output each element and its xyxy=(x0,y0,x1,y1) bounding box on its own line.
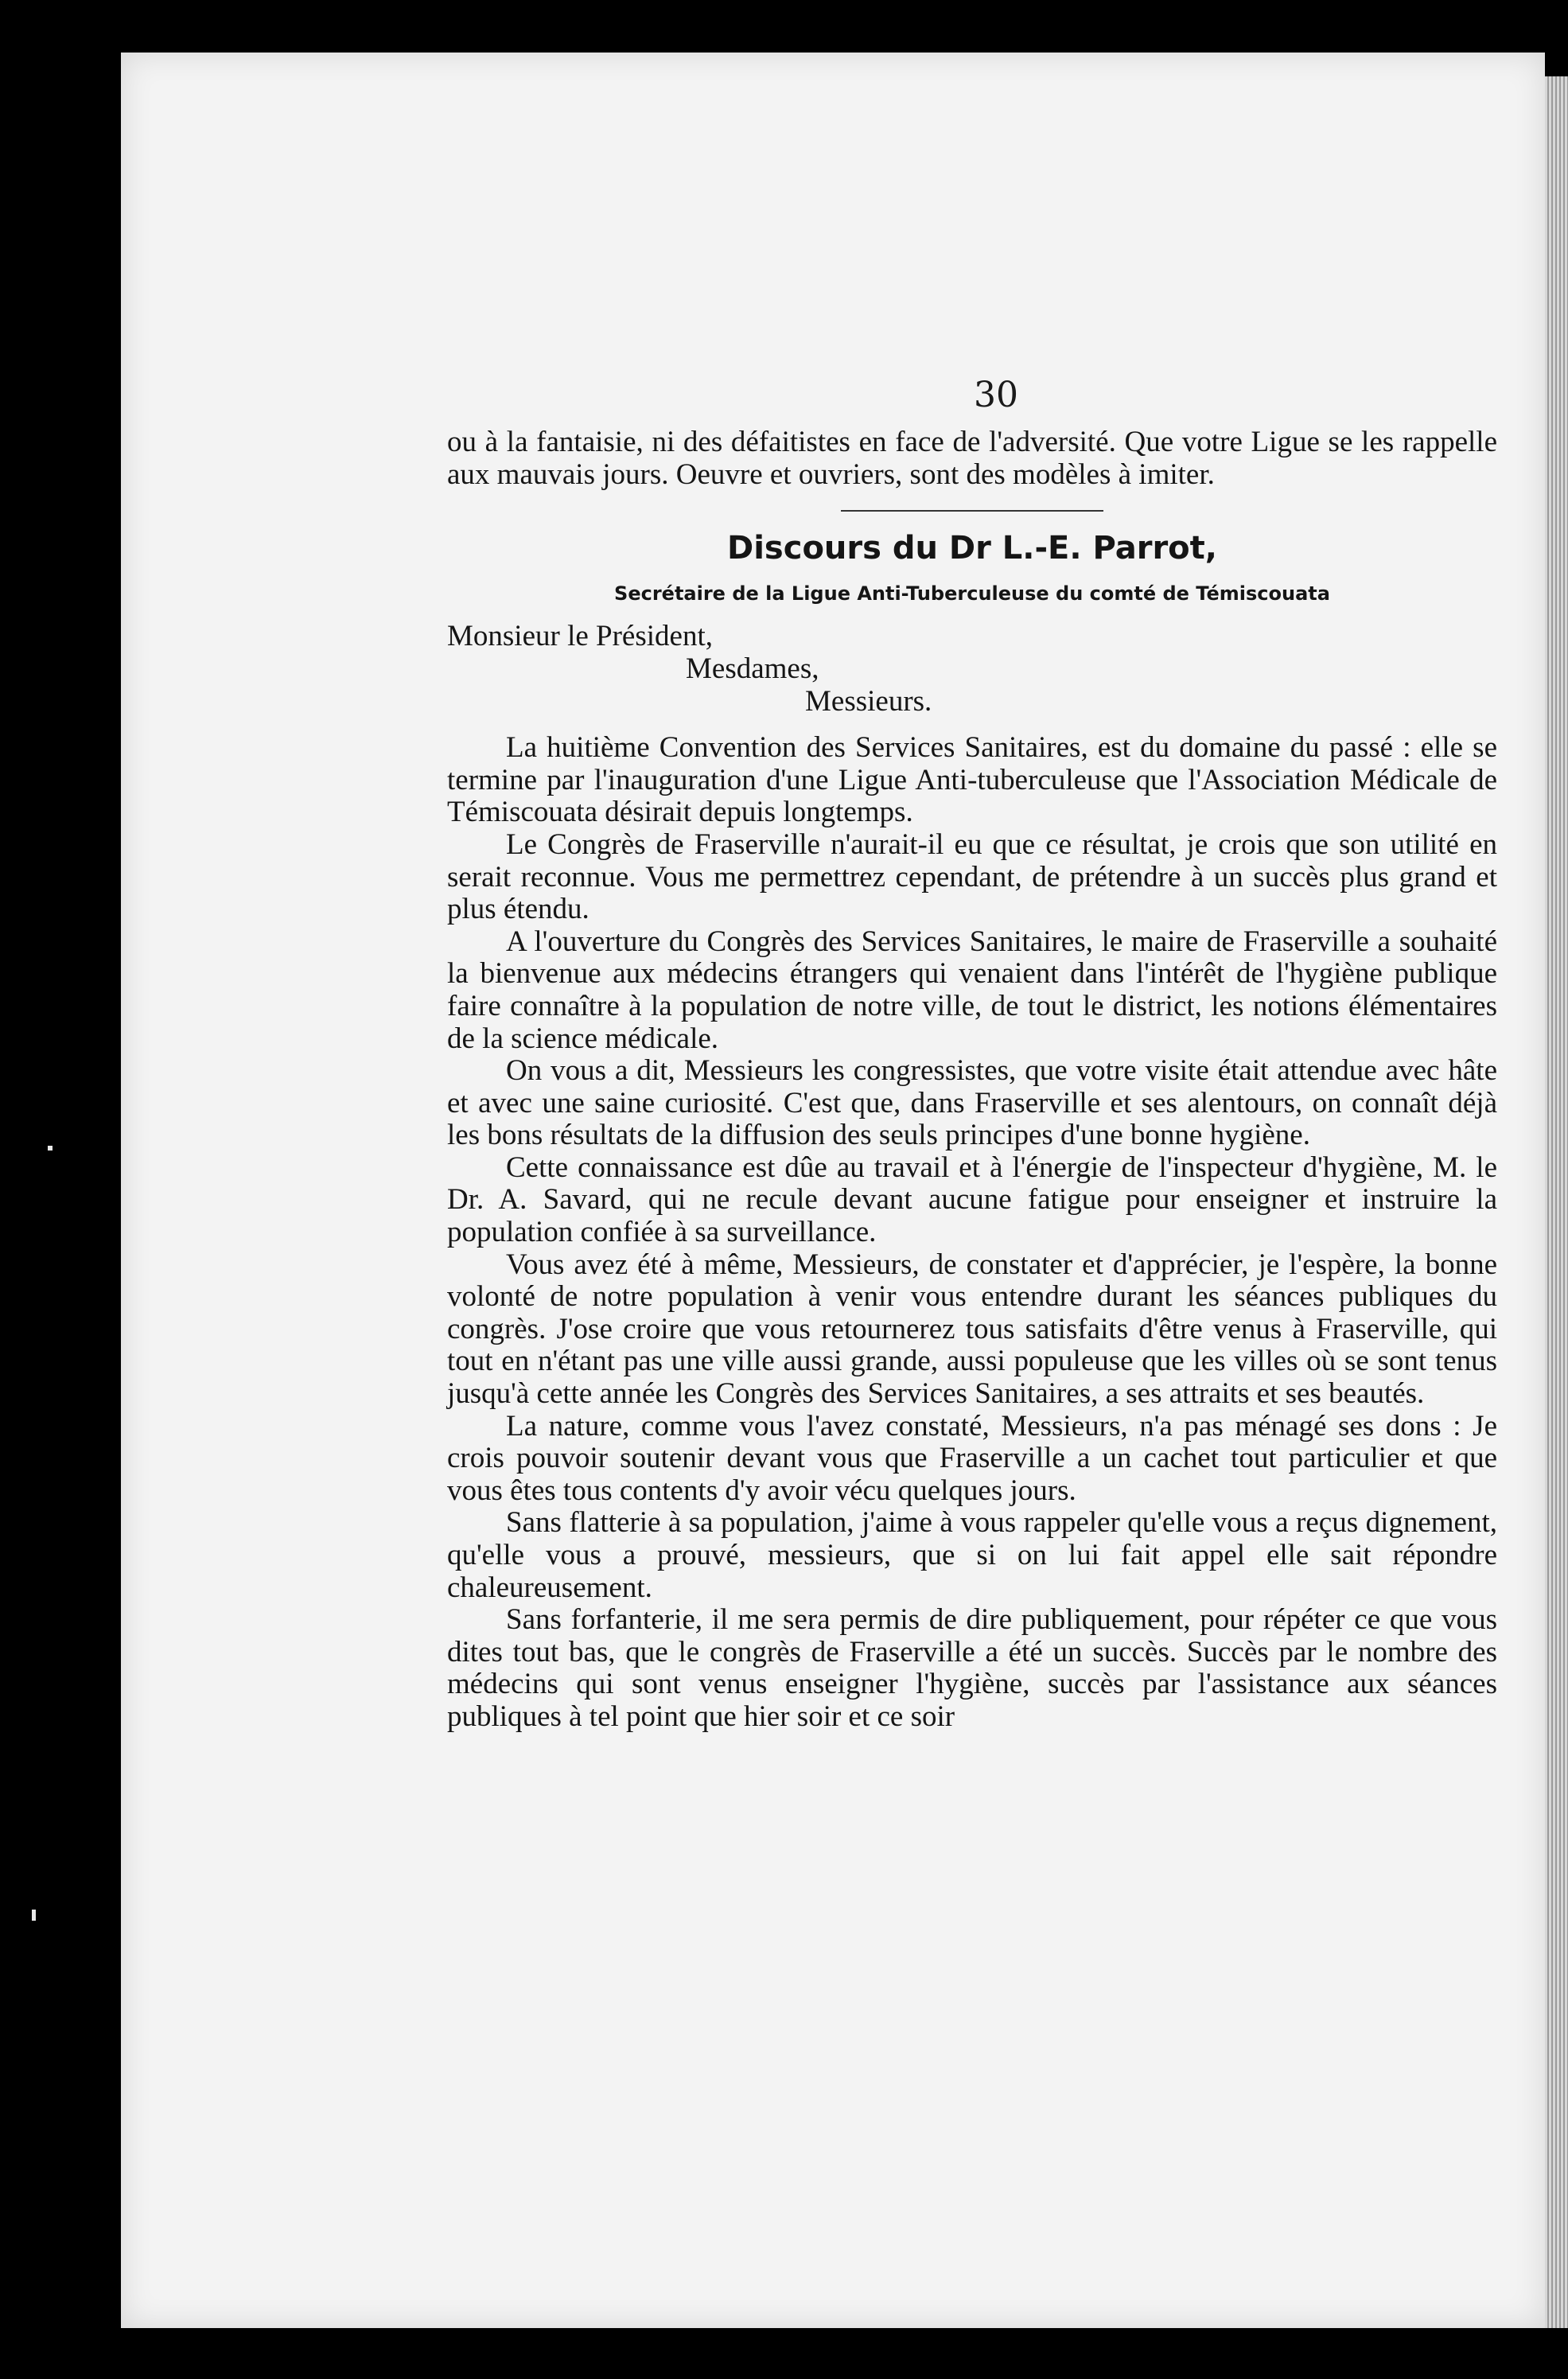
page-body xyxy=(447,426,1497,1734)
body-paragraph: Sans forfanterie, il me sera permis de dire publiquement, pour répéter ce que vous dites tout bas, que le congrès de Fraserville a été un succès. Succès par le nombre des médecins qui sont venus enseigner l'hygiène, succès par l'assistance aux séances publiques à tel point que hier soir et ce soir xyxy=(447,1603,1497,1733)
section-divider xyxy=(841,510,1103,512)
scan-speck xyxy=(32,1910,36,1921)
body-paragraph: On vous a dit, Messieurs les congressistes, que votre visite était attendue avec hâte et avec une saine curiosité. C'est que, dans Fraserville et ses alentours, on connaît déjà les bons résultats de la diffusion des seuls principes d'une bonne hygiène. xyxy=(447,1054,1497,1152)
scan-speck xyxy=(48,1146,53,1151)
document-page xyxy=(121,53,1545,2328)
body-paragraph: La nature, comme vous l'avez constaté, Messieurs, n'a pas ménagé ses dons : Je crois pouvoir soutenir devant vous que Fraserville a un cachet tout particulier et que vous êtes tous contents d'y avoir vécu quelques jours. xyxy=(447,1409,1497,1507)
speech-title: Discours du Dr L.-E. Parrot, xyxy=(727,530,1217,567)
body-paragraph: A l'ouverture du Congrès des Services Sanitaires, le maire de Fraserville a souhaité la bienvenue aux médecins étrangers qui venaient dans l'intérêt de l'hygiène publique faire connaître à la population de notre ville, de tout le district, les notions élémentaires de la science médicale. xyxy=(447,925,1497,1055)
body-paragraph: La huitième Convention des Services Sanitaires, est du domaine du passé : elle se termine par l'inauguration d'une Ligue Anti-tuberculeuse que l'Association Médicale de Témiscouata désirait depuis longtemps. xyxy=(447,731,1497,829)
body-paragraph: Vous avez été à même, Messieurs, de constater et d'apprécier, je l'espère, la bonne volonté de notre population à venir vous entendre durant les séances publiques du congrès. J'ose croire que vous retournerez tous satisfaits d'être venus à Fraserville, qui tout en n'étant pas une ville aussi grande, aussi populeuse que les villes où se sont tenus jusqu'à cette année les Congrès des Services Sanitaires, a ses attraits et ses beautés. xyxy=(447,1248,1497,1411)
intro-paragraph: ou à la fantaisie, ni des défaitistes en face de l'adversité. Que votre Ligue se les rappelle aux mauvais jours. Oeuvre et ouvriers, sont des modèles à imiter. xyxy=(447,426,1497,491)
speech-subtitle: Secrétaire de la Ligue Anti-Tuberculeuse du comté de Témiscouata xyxy=(614,582,1330,605)
body-paragraph: Le Congrès de Fraserville n'aurait-il eu que ce résultat, je crois que son utilité en serait reconnue. Vous me permettrez cependant, de prétendre à un succès plus grand et plus étendu. xyxy=(447,827,1497,926)
page-edge-strip xyxy=(1545,76,1568,2328)
salutation-line-2: Mesdames, xyxy=(686,652,819,685)
body-paragraph: Sans flatterie à sa population, j'aime à vous rappeler qu'elle vous a reçus dignement, qu'elle vous a prouvé, messieurs, que si on lui fait appel elle sait répondre chaleureusement. xyxy=(447,1506,1497,1604)
salutation-line-1: Monsieur le Président, xyxy=(447,620,713,653)
body-paragraph: Cette connaissance est dûe au travail et à l'énergie de l'inspecteur d'hygiène, M. le Dr. A. Savard, qui ne recule devant aucune fatigue pour enseigner et instruire la population confiée à sa surveillance. xyxy=(447,1151,1497,1249)
page-number: 30 xyxy=(974,375,1018,415)
salutation-line-3: Messieurs. xyxy=(805,684,932,718)
